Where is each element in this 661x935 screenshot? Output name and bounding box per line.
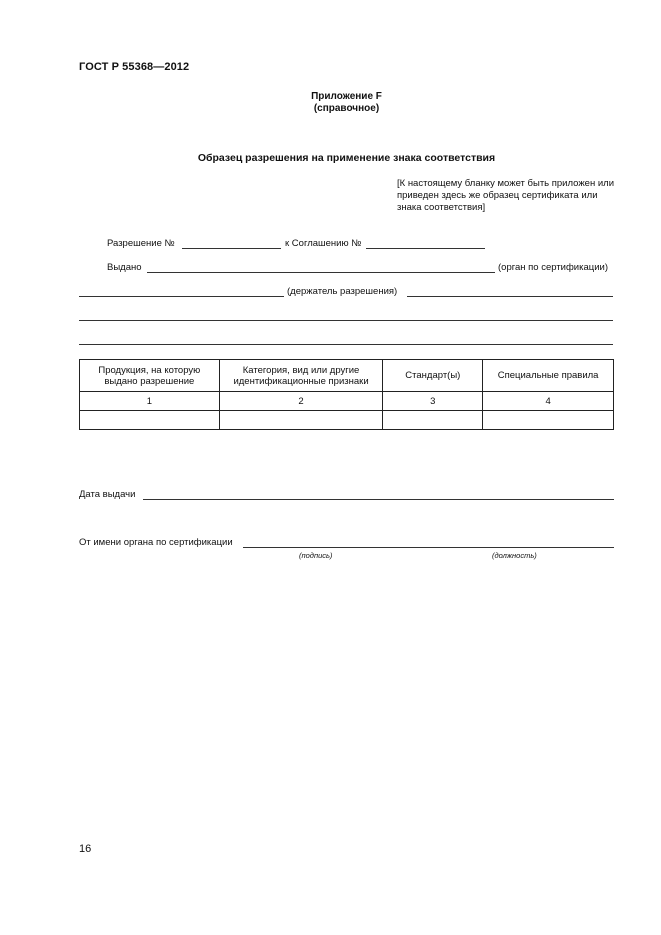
permit-label: Разрешение № [107, 238, 175, 249]
page-number: 16 [79, 843, 92, 855]
blank-line [79, 320, 613, 321]
column-number: 1 [80, 392, 220, 411]
appendix-title: Приложение F [311, 91, 382, 102]
signature-line [243, 547, 614, 548]
permit-number-line [182, 248, 281, 249]
table-cell [383, 411, 483, 430]
cert-body-label: (орган по сертификации) [498, 262, 608, 273]
column-number: 3 [383, 392, 483, 411]
holder-label: (держатель разрешения) [287, 286, 398, 297]
position-hint: (должность) [492, 551, 537, 560]
form-note: [К настоящему бланку может быть приложен или приведен здесь же образец сертификата или знака соответствия] [397, 178, 614, 213]
column-header: Специальные правила [483, 360, 614, 392]
holder-line-left [79, 296, 284, 297]
column-header: Продукция, на которую выдано разрешение [80, 360, 220, 392]
column-header: Стандарт(ы) [383, 360, 483, 392]
appendix-subtitle: (справочное) [313, 103, 380, 114]
table-header-row [80, 360, 614, 392]
blank-line [79, 344, 613, 345]
issued-line [147, 272, 495, 273]
permit-table [79, 359, 614, 430]
date-label: Дата выдачи [79, 489, 136, 500]
agreement-number-line [366, 248, 485, 249]
column-header: Категория, вид или другие идентификационные признаки [219, 360, 383, 392]
agreement-label: к Соглашению № [285, 238, 362, 249]
on-behalf-label: От имени органа по сертификации [79, 537, 233, 548]
signature-hint: (подпись) [299, 551, 333, 560]
table-cell [483, 411, 614, 430]
column-number-row [80, 392, 614, 411]
holder-line-right [407, 296, 613, 297]
column-number: 2 [219, 392, 383, 411]
table-cell [80, 411, 220, 430]
issued-label: Выдано [107, 262, 142, 273]
document-header: ГОСТ Р 55368—2012 [79, 61, 190, 73]
date-line [143, 499, 614, 500]
table-cell [219, 411, 383, 430]
column-number: 4 [483, 392, 614, 411]
table-row [80, 411, 614, 430]
form-title: Образец разрешения на применение знака соответствия [197, 152, 496, 164]
